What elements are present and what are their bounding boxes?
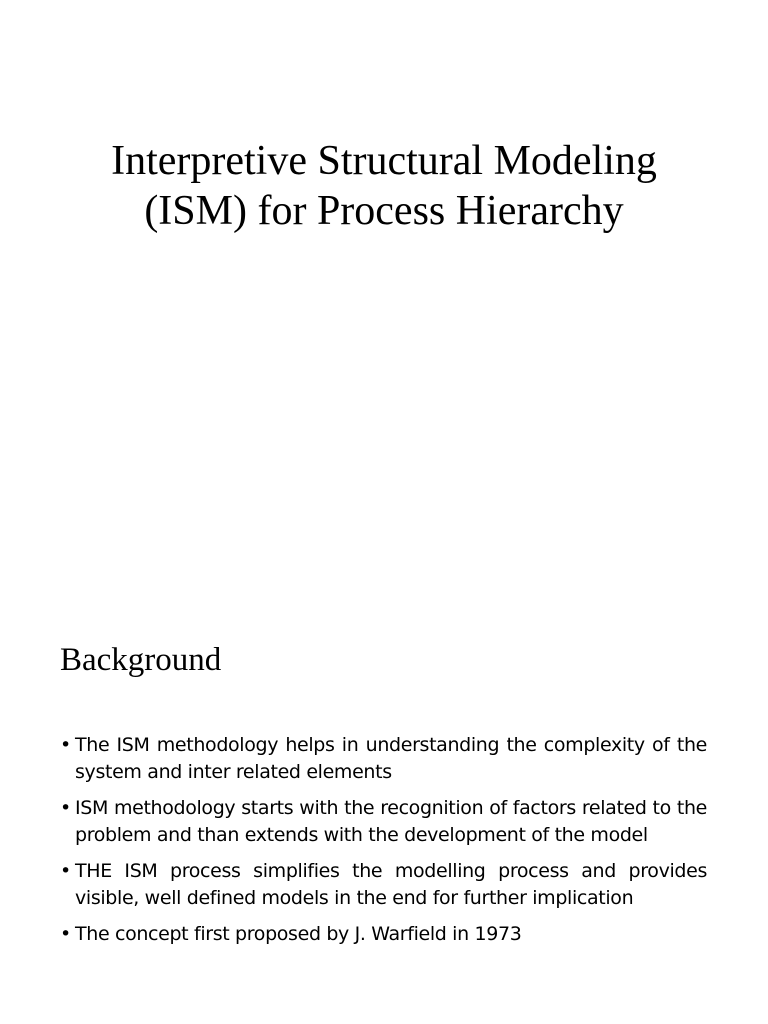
bullet-item [60, 858, 707, 912]
bullet-icon: • [60, 860, 71, 882]
bullet-item [60, 921, 707, 948]
bullet-text: THE ISM process simplifies the modelling process and provides visible, well defined models in the end for further implication [75, 860, 707, 909]
bullet-text: The ISM methodology helps in understanding the complexity of the system and inter related elements [75, 734, 707, 783]
bullet-icon: • [60, 923, 71, 945]
bullet-item [60, 732, 707, 786]
bullet-text: ISM methodology starts with the recognition of factors related to the problem and than extends with the development of the model [75, 797, 707, 846]
bullet-list [60, 732, 707, 957]
section-heading: Background [60, 642, 222, 678]
bullet-icon: • [60, 734, 71, 756]
bullet-icon: • [60, 797, 71, 819]
bullet-text: The concept first proposed by J. Warfield in 1973 [75, 923, 522, 945]
bullet-item [60, 795, 707, 849]
slide-title: Interpretive Structural Modeling (ISM) for Process Hierarchy [111, 138, 657, 234]
